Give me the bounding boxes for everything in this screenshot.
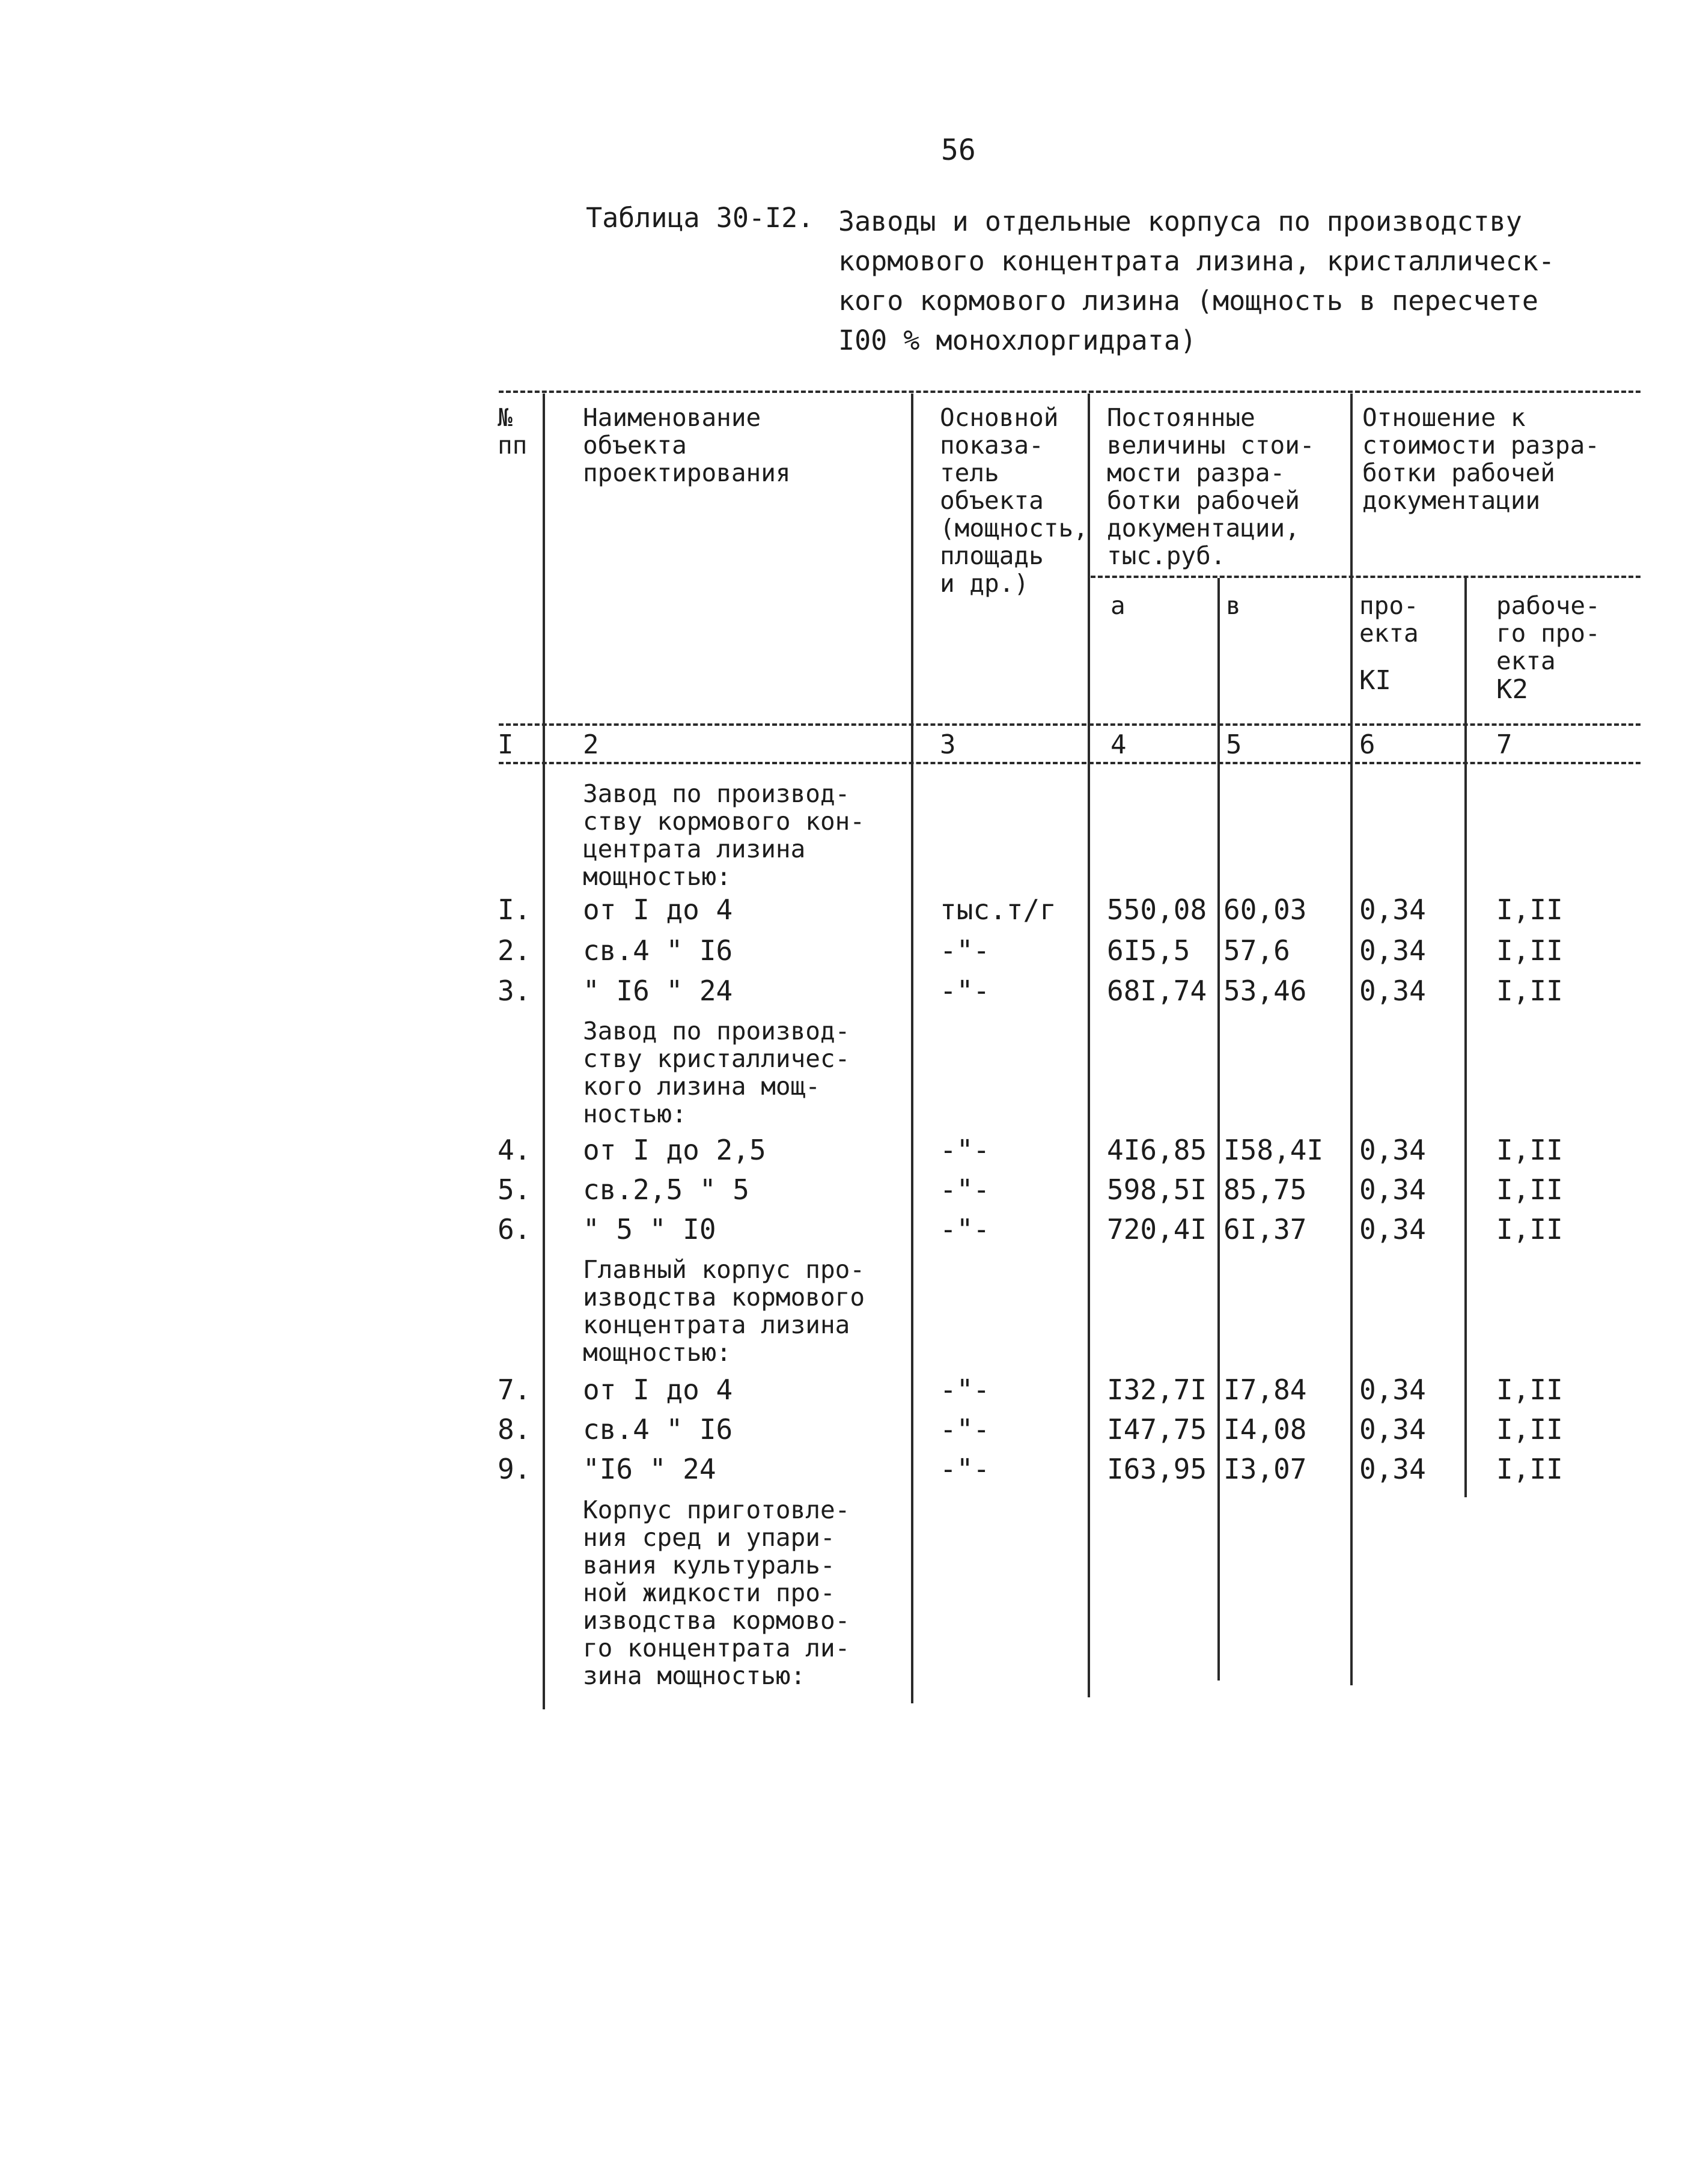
row-b: I4,08 (1223, 1413, 1307, 1446)
row-b: I58,4I (1223, 1134, 1324, 1166)
col-sep-6 (1464, 578, 1467, 1497)
row-unit: -"- (940, 975, 990, 1007)
row-a: 68I,74 (1107, 975, 1207, 1007)
row-unit: -"- (940, 934, 990, 967)
row-name: " 5 " I0 (583, 1213, 716, 1246)
row-name: "I6 " 24 (583, 1453, 716, 1485)
col-sep-5 (1350, 394, 1353, 1685)
column-number-1: I (498, 729, 514, 760)
row-k2: I,II (1496, 1213, 1563, 1246)
row-a: 6I5,5 (1107, 934, 1190, 967)
header-project: про- екта (1359, 591, 1419, 648)
row-b: 57,6 (1223, 934, 1290, 967)
row-k1: 0,34 (1359, 1213, 1426, 1246)
row-b: 6I,37 (1223, 1213, 1307, 1246)
row-name: от I до 4 (583, 893, 733, 926)
row-k1: 0,34 (1359, 893, 1426, 926)
row-name: от I до 4 (583, 1373, 733, 1406)
row-a: I63,95 (1107, 1453, 1207, 1485)
row-k2: I,II (1496, 1413, 1563, 1446)
row-num: 6. (498, 1213, 531, 1246)
header-constants: Постоянные величины стои- мости разра- ботки рабочей документации, тыс.руб. (1107, 403, 1315, 570)
table-label: Таблица 30-I2. (586, 202, 814, 234)
row-name: св.4 " I6 (583, 934, 733, 967)
rule-subheader (1091, 576, 1641, 578)
row-a: I47,75 (1107, 1413, 1207, 1446)
col-sep-2 (911, 394, 913, 1703)
table-title: Заводы и отдельные корпуса по производству кормового концентрата лизина, кристаллическ- кого кормового лизина (мощность в пересчете I00 % монохлоргидрата) (838, 205, 1555, 356)
row-k1: 0,34 (1359, 1453, 1426, 1485)
column-number-3: 3 (940, 729, 956, 760)
row-num: 4. (498, 1134, 531, 1166)
row-unit: -"- (940, 1213, 990, 1246)
header-k1: KI (1359, 665, 1391, 696)
row-k1: 0,34 (1359, 1134, 1426, 1166)
row-a: 720,4I (1107, 1213, 1207, 1246)
column-number-7: 7 (1496, 729, 1513, 760)
header-k2: K2 (1496, 674, 1528, 705)
column-number-6: 6 (1359, 729, 1375, 760)
row-k2: I,II (1496, 1453, 1563, 1485)
row-a: 550,08 (1107, 893, 1207, 926)
col-sep-1 (543, 394, 545, 1709)
row-unit: -"- (940, 1173, 990, 1206)
row-k2: I,II (1496, 1134, 1563, 1166)
row-num: I. (498, 893, 531, 926)
group-title: Завод по производ- ству кристалличес- кого лизина мощ- ностью: (583, 1017, 850, 1128)
row-unit: -"- (940, 1373, 990, 1406)
row-b: I7,84 (1223, 1373, 1307, 1406)
header-indicator: Основной показа- тель объекта (мощность, площадь и др.) (940, 403, 1088, 598)
row-b: I3,07 (1223, 1453, 1307, 1485)
header-b: в (1226, 591, 1241, 620)
row-name: " I6 " 24 (583, 975, 733, 1007)
row-k2: I,II (1496, 934, 1563, 967)
row-k1: 0,34 (1359, 1413, 1426, 1446)
row-a: I32,7I (1107, 1373, 1207, 1406)
row-name: св.4 " I6 (583, 1413, 733, 1446)
page-number: 56 (941, 133, 976, 167)
group-title: Главный корпус про- изводства кормового концентрата лизина мощностью: (583, 1255, 865, 1367)
rule-colnums-bottom (499, 762, 1641, 764)
row-num: 7. (498, 1373, 531, 1406)
group-title: Корпус приготовле- ния сред и упари- вания культураль- ной жидкости про- изводства кормово- го концентрата ли- зина мощностью: (583, 1495, 850, 1690)
row-name: св.2,5 " 5 (583, 1173, 749, 1206)
row-num: 3. (498, 975, 531, 1007)
row-k2: I,II (1496, 1373, 1563, 1406)
column-number-4: 4 (1110, 729, 1127, 760)
row-k2: I,II (1496, 893, 1563, 926)
row-k2: I,II (1496, 1173, 1563, 1206)
group-title: Завод по производ- ству кормового кон- центрата лизина мощностью: (583, 779, 865, 891)
row-num: 2. (498, 934, 531, 967)
column-number-2: 2 (583, 729, 599, 760)
row-num: 8. (498, 1413, 531, 1446)
row-k1: 0,34 (1359, 1173, 1426, 1206)
row-a: 4I6,85 (1107, 1134, 1207, 1166)
rule-header-bottom (499, 723, 1641, 726)
rule-top (499, 391, 1641, 393)
row-num: 5. (498, 1173, 531, 1206)
col-sep-4 (1217, 578, 1220, 1681)
row-b: 60,03 (1223, 893, 1307, 926)
row-b: 85,75 (1223, 1173, 1307, 1206)
row-unit: -"- (940, 1413, 990, 1446)
row-k2: I,II (1496, 975, 1563, 1007)
row-k1: 0,34 (1359, 1373, 1426, 1406)
row-unit: -"- (940, 1453, 990, 1485)
header-ratio: Отношение к стоимости разра- ботки рабочей документации (1362, 403, 1600, 515)
header-name: Наименование объекта проектирования (583, 403, 791, 487)
header-num: № пп (498, 403, 528, 460)
row-b: 53,46 (1223, 975, 1307, 1007)
header-working: рабоче- го про- екта (1496, 591, 1600, 675)
row-unit: -"- (940, 1134, 990, 1166)
row-name: от I до 2,5 (583, 1134, 766, 1166)
row-k1: 0,34 (1359, 934, 1426, 967)
row-unit: тыс.т/г (940, 893, 1056, 926)
row-a: 598,5I (1107, 1173, 1207, 1206)
column-number-5: 5 (1226, 729, 1242, 760)
row-num: 9. (498, 1453, 531, 1485)
row-k1: 0,34 (1359, 975, 1426, 1007)
header-a: а (1110, 591, 1126, 620)
